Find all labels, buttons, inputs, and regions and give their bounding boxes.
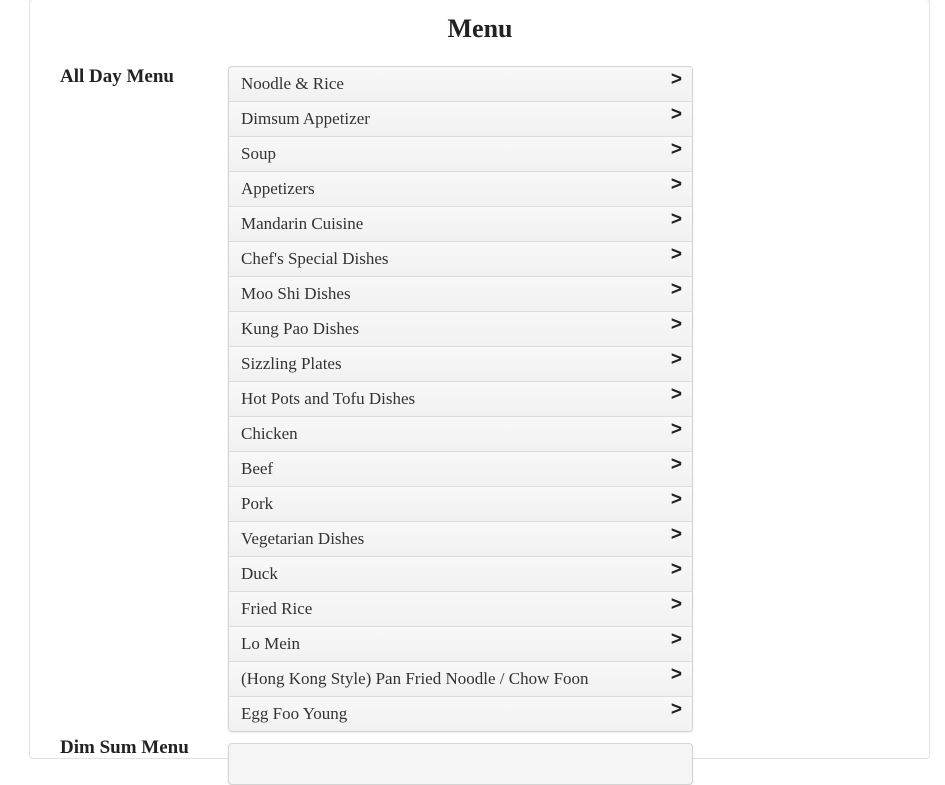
category-label: Vegetarian Dishes xyxy=(241,529,365,548)
category-item[interactable] xyxy=(229,451,692,486)
chevron-right-icon: > xyxy=(670,384,682,405)
chevron-right-icon: > xyxy=(670,454,682,475)
chevron-right-icon: > xyxy=(670,594,682,615)
category-item[interactable] xyxy=(229,206,692,241)
chevron-right-icon: > xyxy=(670,559,682,580)
category-label: Soup xyxy=(241,144,276,163)
chevron-right-icon: > xyxy=(670,174,682,195)
category-label: Noodle & Rice xyxy=(241,74,344,93)
category-label: Sizzling Plates xyxy=(241,354,342,373)
category-item[interactable] xyxy=(229,171,692,206)
category-label: Kung Pao Dishes xyxy=(241,319,360,338)
section-all-day-menu xyxy=(60,64,692,731)
category-item[interactable] xyxy=(229,416,692,451)
chevron-right-icon: > xyxy=(670,489,682,510)
chevron-right-icon: > xyxy=(670,314,682,335)
section-title: All Day Menu xyxy=(60,66,174,87)
chevron-right-icon: > xyxy=(670,524,682,545)
category-item[interactable] xyxy=(229,556,692,591)
category-label: Duck xyxy=(241,564,278,583)
category-item[interactable] xyxy=(229,486,692,521)
category-label: Egg Foo Young xyxy=(241,704,348,723)
category-label: Beef xyxy=(241,459,274,478)
category-item[interactable] xyxy=(229,696,692,731)
chevron-right-icon: > xyxy=(670,69,682,90)
section-dim-sum-menu xyxy=(60,735,692,775)
category-label: Fried Rice xyxy=(241,599,313,618)
category-item[interactable] xyxy=(229,311,692,346)
category-label: Appetizers xyxy=(241,179,315,198)
category-label: Chef's Special Dishes xyxy=(241,249,389,268)
category-list xyxy=(228,743,693,785)
category-label: Pork xyxy=(241,494,274,513)
chevron-right-icon: > xyxy=(670,419,682,440)
chevron-right-icon: > xyxy=(670,629,682,650)
chevron-right-icon: > xyxy=(670,349,682,370)
category-item[interactable] xyxy=(229,381,692,416)
category-item[interactable] xyxy=(229,241,692,276)
page-title: Menu xyxy=(447,14,513,43)
category-item[interactable] xyxy=(229,67,692,101)
category-item[interactable] xyxy=(229,661,692,696)
chevron-right-icon: > xyxy=(670,699,682,720)
category-label: Mandarin Cuisine xyxy=(241,214,364,233)
category-list xyxy=(228,66,693,732)
category-item[interactable] xyxy=(229,101,692,136)
category-item[interactable] xyxy=(229,626,692,661)
category-item[interactable] xyxy=(229,521,692,556)
category-item[interactable] xyxy=(229,276,692,311)
category-label: Chicken xyxy=(241,424,298,443)
chevron-right-icon: > xyxy=(670,139,682,160)
chevron-right-icon: > xyxy=(670,209,682,230)
chevron-right-icon: > xyxy=(670,279,682,300)
category-label: Dimsum Appetizer xyxy=(241,109,370,128)
chevron-right-icon: > xyxy=(670,664,682,685)
category-item[interactable] xyxy=(229,591,692,626)
category-item[interactable] xyxy=(229,136,692,171)
category-label: Lo Mein xyxy=(241,634,301,653)
category-label: Hot Pots and Tofu Dishes xyxy=(241,389,416,408)
category-label: Moo Shi Dishes xyxy=(241,284,351,303)
category-label: (Hong Kong Style) Pan Fried Noodle / Chow Foon xyxy=(241,669,589,688)
chevron-right-icon: > xyxy=(670,244,682,265)
chevron-right-icon: > xyxy=(670,104,682,125)
category-item[interactable] xyxy=(229,346,692,381)
section-title: Dim Sum Menu xyxy=(60,737,189,758)
